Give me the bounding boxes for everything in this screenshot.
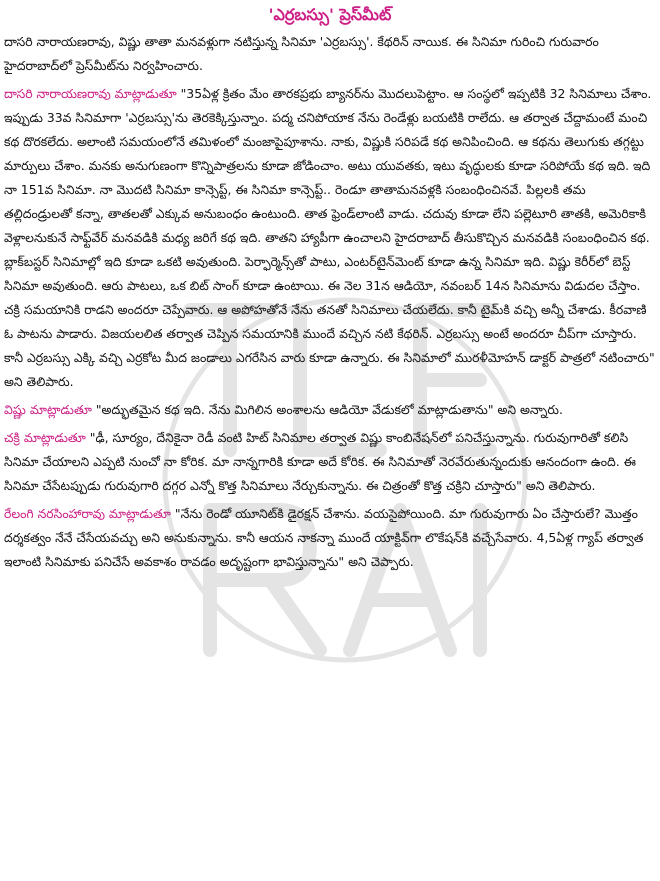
chakri-quote: "ఢీ, సూర్యం, దేనికైనా రెడీ వంటి హిట్ సినిమాల తర్వాత విష్ణు కాంబినేషన్‌లో పనిచేస్తున్నాను. గురువుగారితో కలిసి సినిమా చేయాలని ఎప్పటి నుంచో నా కోరిక. మా నాన్నగారికి కూడా అదే కోరిక. ఈ సినిమాతో నెరవేరుతున్నందుకు ఆనందంగా ఉంది. ఈ సినిమా చేసేటప్పుడు గురువుగారి దగ్గర ఎన్నో కొత్త సినిమాలు నేర్చుకున్నాను. ఈ చిత్రంతో కొత్త చక్రిని చూస్తారు" అని తెలిపారు. xyxy=(4,430,636,493)
article xyxy=(4,2,656,879)
vishnu-paragraph xyxy=(4,398,656,422)
relangi-paragraph xyxy=(4,502,656,574)
speaker-relangi: రేలంగి నరసింహారావు మాట్లాడుతూ xyxy=(4,506,171,521)
article-title: 'ఎర్రబస్సు' ప్రెస్‌మీట్ xyxy=(268,5,392,24)
speaker-chakri: చక్రి మాట్లాడుతూ xyxy=(4,430,86,445)
speaker-vishnu: విష్ణు మాట్లాడుతూ xyxy=(4,402,92,417)
vishnu-quote: "అద్భుతమైన కథ ఇది. నేను మిగిలిన అంశాలను ఆడియో వేడుకలో మాట్లాడుతాను" అని అన్నారు. xyxy=(91,402,563,417)
speaker-dasari: దాసరి నారాయణరావు మాట్లాడుతూ xyxy=(4,86,177,101)
intro-paragraph: దాసరి నారాయణరావు, విష్ణు తాతా మనవళ్లుగా నటిస్తున్న సినిమా 'ఎర్రబస్సు'. కేథరిన్ నాయిక. ఈ సినిమా గురించి గురువారం హైదరాబాద్‌లో ప్రెస్‌మీట్‌ను నిర్వహించారు. xyxy=(4,34,599,73)
relangi-quote: "నేను రెండో యూనిట్‌కి డైరక్షన్ చేశాను. వయసైపోయింది. మా గురువుగారు ఏం చేస్తారులే? మొత్తం దర్శకత్వం నేనే చేసేయవచ్చు అని అనుకున్నాను. కానీ ఆయన నాకన్నా ముందే యాక్టివ్‌గా లొకేషన్‌కి వచ్చేసేవారు. 4,5ఏళ్ల గ్యాప్ తర్వాత ఇలాంటి సినిమాకు పనిచేసే అవకాశం రావడం అదృష్టంగా భావిస్తున్నాను" అని చెప్పారు. xyxy=(4,506,644,569)
dasari-quote: "35ఏళ్ల క్రితం మేం తారకప్రభు బ్యానర్‌ను మొదలుపెట్టాం. ఆ సంస్థలో ఇప్పటికి 32 సినిమాలు చేశాం. ఇప్పుడు 33వ సినిమాగా 'ఎర్రబస్సు'ను తెరకెక్కిస్తున్నాం. పద్మ చనిపోయాక నేను రెండేళ్లు బయటికి రాలేదు. ఆ తర్వాత చేద్దామంటే మంచి కథ దొరకలేదు. అలాంటి సమయంలోనే తమిళంలో మంజాపైపూశాను. నాకు, విష్ణుకి సరిపడే కథ అనిపించింది. ఆ కథను తెలుగుకు తగ్గట్టు మార్పులు చేశాం. మనకు అనుగుణంగా కొన్నిపాత్రలను కూడా జోడించాం. అటు యువతకు, ఇటు వృద్ధులకు కూడా సరిపోయే కథ ఇది. ఇది నా 151వ సినిమా. నా మొదటి సినిమా కాన్సెప్ట్, ఈ సినిమా కాన్సెప్ట్.. రెండూ తాతామనవళ్లకి సంబంధించినవే. పిల్లలకి తమ తల్లిదండ్రులతో కన్నా, తాతలతో ఎక్కువ అనుబంధం ఉంటుంది. తాత ఫ్రెండ్‌లాంటి వాడు. చదువు కూడా లేని పల్లెటూరి తాతకి, అమెరికాకి వెళ్లాలనుకునే సాఫ్ట్‌వేర్ మనవడికి మధ్య జరిగే కథ ఇది. తాతని హ్యాపీగా ఉంచాలని హైదరాబాద్ తీసుకొచ్చిన మనవడికి సంబంధించిన కథ. బ్లాక్‌బస్టర్ సినిమాల్లో ఇది కూడా ఒకటి అవుతుంది. పెర్ఫార్మెన్స్‌తో పాటు, ఎంటర్‌టైన్‌మెంట్ కూడా ఉన్న సినిమా ఇది. విష్ణు కెరీర్‌లో బెస్ట్ సినిమా అవుతుంది. ఆరు పాటలు, ఒక బిట్ సాంగ్ కూడా ఉంటాయి. ఈ నెల 31న ఆడియో, నవంబర్ 14న సినిమాను విడుదల చేస్తాం. చక్రి సమయానికి రాడని అందరూ చెప్పేవారు. ఆ అపోహతోనే నేను తనతో సినిమాలు చేయలేదు. కానీ టైమ్‌కి వచ్చి అన్నీ చేశాడు. కీరవాణి ఓ పాటను పాడారు. విజయలలిత తర్వాత చెప్పిన సమయానికి ముందే వచ్చిన నటి కేథరిన్. ఎర్రబస్సు అంటే అందరూ చీప్‌గా చూస్తారు. కానీ ఎర్రబస్సు ఎక్కి వచ్చి ఎర్రకోట మీద జండాలు ఎగరేసిన వారు కూడా ఉన్నారు. ఈ సినిమాలో మురళీమోహన్ డాక్టర్ పాత్రలో నటించారు" అని తెలిపారు. xyxy=(4,86,655,389)
dasari-paragraph xyxy=(4,82,656,394)
chakri-paragraph xyxy=(4,426,656,498)
